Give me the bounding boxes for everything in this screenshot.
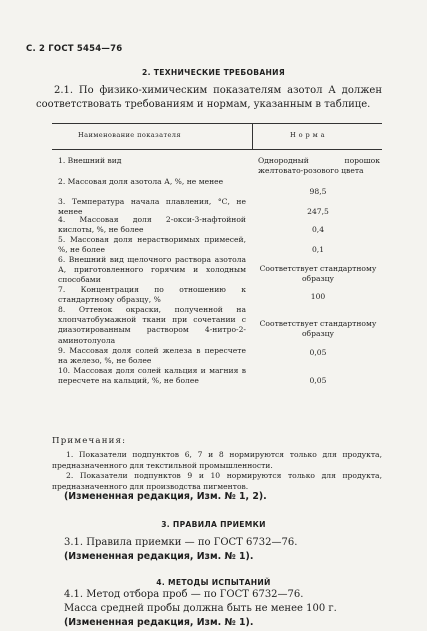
- table-row-2-name: 2. Массовая доля азотола А, %, не менее: [58, 177, 224, 186]
- table-row-2-value: 98,5: [309, 187, 327, 196]
- note-2: 2. Показатели подпунктов 9 и 10 нормируются только для продукта, предназначенного для производства пигментов.: [52, 471, 382, 491]
- table-row-1-value: Однородный порошок желтовато-розового цвета: [258, 156, 380, 176]
- page-header: С. 2 ГОСТ 5454—76: [26, 44, 123, 54]
- section-4-text-1-content: 4.1. Метод отбора проб — по ГОСТ 6732—76.: [64, 589, 304, 600]
- table-row-4-name: 4. Массовая доля 2-окси-3-нафтойной кислоты, %, не более: [58, 215, 246, 235]
- table-row-6-name: 6. Внешний вид щелочного раствора азотола А, приготовленного горячим и холодным способами: [58, 255, 246, 285]
- note-1: 1. Показатели подпунктов 6, 7 и 8 нормируются только для продукта, предназначенного для текстильной промышленности.: [52, 450, 382, 470]
- table-row-10-name: 10. Массовая доля солей кальция и магния в пересчете на кальций, %, не более: [58, 366, 246, 386]
- notes-heading: Примечания:: [52, 436, 127, 446]
- section-2-title: 2. ТЕХНИЧЕСКИЕ ТРЕБОВАНИЯ: [142, 68, 285, 77]
- table-header-divider: [252, 123, 253, 149]
- col-header-name: Наименование показателя: [78, 131, 181, 139]
- table-row-5-name: 5. Массовая доля нерастворимых примесей, %, не более: [58, 235, 246, 255]
- section-4-text-2: Масса средней пробы должна быть не менее 100 г.: [64, 603, 337, 614]
- table-row-6-value: Соответствует стандартному образцу: [259, 264, 377, 284]
- table-row-4-value: 0,4: [311, 225, 325, 234]
- section-3-title: 3. ПРАВИЛА ПРИЕМКИ: [161, 520, 266, 529]
- table-row-5-value: 0,1: [311, 245, 325, 254]
- section-4-title: 4. МЕТОДЫ ИСПЫТАНИЙ: [156, 578, 271, 587]
- section-3-revision: (Измененная редакция, Изм. № 1).: [64, 551, 254, 562]
- table-row-1-name: 1. Внешний вид: [58, 156, 122, 165]
- col-header-norm: Н о р м а: [290, 131, 325, 139]
- notes-revision: (Измененная редакция, Изм. № 1, 2).: [64, 491, 267, 502]
- table-row-10-value: 0,05: [309, 376, 327, 385]
- table-row-9-value: 0,05: [309, 348, 327, 357]
- section-4-text-1: [64, 588, 303, 602]
- table-row-9-name: 9. Массовая доля солей железа в пересчете на железо, %, не более: [58, 346, 246, 366]
- section-2-intro: 2.1. По физико-химическим показателям азотол А должен соответствовать требованиям и нормам, указанным в таблице.: [36, 85, 382, 110]
- table-row-7-name: 7. Концентрация по отношению к стандартному образцу, %: [58, 285, 246, 305]
- table-header-rule: [52, 149, 382, 150]
- table-top-rule: [52, 123, 382, 124]
- table-row-8-value: Соответствует стандартному образцу: [259, 319, 377, 339]
- section-3-text: 3.1. Правила приемки — по ГОСТ 6732—76.: [64, 537, 298, 548]
- table-row-3-value: 247,5: [307, 207, 329, 216]
- table-row-3-name: 3. Температура начала плавления, °С, не менее: [58, 197, 246, 217]
- table-row-7-value: 100: [310, 292, 326, 301]
- table-row-8-name: 8. Оттенок окраски, полученной на хлопчатобумажной ткани при сочетании с диазотированным раствором 4-нитро-2-аминотолуола: [58, 305, 246, 345]
- section-4-revision: (Измененная редакция, Изм. № 1).: [64, 617, 254, 628]
